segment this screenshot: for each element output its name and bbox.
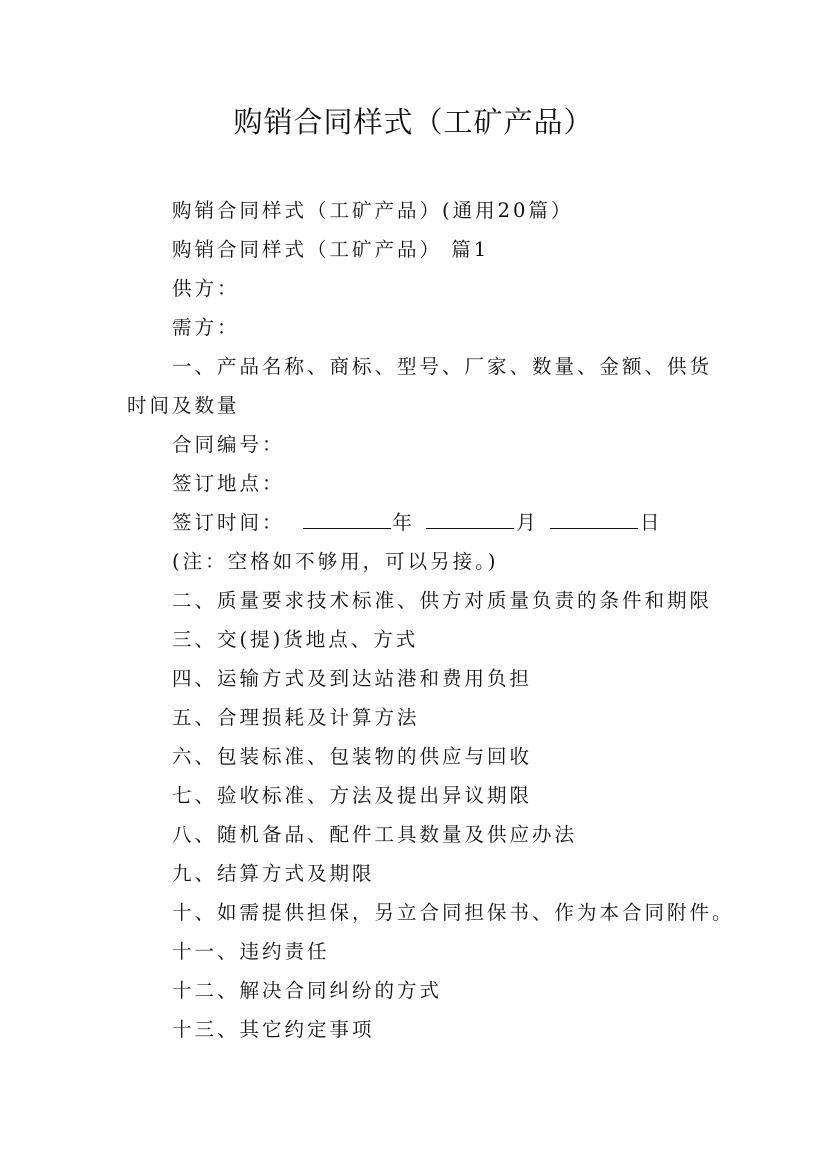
signing-date-label: 签订时间： <box>172 511 285 534</box>
clause-7: 七、验收标准、方法及提出异议期限 <box>172 784 533 807</box>
signing-date-field <box>127 503 711 542</box>
section-heading: 购销合同样式（工矿产品） 篇1 <box>172 238 490 261</box>
day-blank <box>550 506 638 529</box>
buyer-field: 需方： <box>172 316 240 339</box>
contract-number-field: 合同编号： <box>172 433 285 456</box>
note-line: (注：空格如不够用，可以另接。) <box>172 550 499 573</box>
document-body <box>127 191 735 1049</box>
clause-5: 五、合理损耗及计算方法 <box>172 706 420 729</box>
clause-6: 六、包装标准、包装物的供应与回收 <box>172 745 533 768</box>
document-title: 购销合同样式（工矿产品） <box>233 105 594 139</box>
clause-3: 三、交(提)货地点、方式 <box>172 628 419 651</box>
supplier-field: 供方： <box>172 277 240 300</box>
month-blank <box>426 506 514 529</box>
day-label: 日 <box>639 511 663 534</box>
clause-1-line-2: 时间及数量 <box>127 394 240 417</box>
clause-10: 十、如需提供担保，另立合同担保书、作为本合同附件。 <box>172 901 735 924</box>
clause-11: 十一、违约责任 <box>172 940 330 963</box>
clause-12: 十二、解决合同纠纷的方式 <box>172 979 443 1002</box>
year-blank <box>303 506 391 529</box>
clause-4: 四、运输方式及到达站港和费用负担 <box>172 667 533 690</box>
month-label: 月 <box>516 511 539 534</box>
subtitle-line: 购销合同样式（工矿产品）(通用20篇） <box>172 199 574 222</box>
clause-8: 八、随机备品、配件工具数量及供应办法 <box>172 823 578 846</box>
clause-1-line-1: 一、产品名称、商标、型号、厂家、数量、金额、供货 <box>172 355 713 378</box>
clause-2: 二、质量要求技术标准、供方对质量负责的条件和期限 <box>172 589 713 612</box>
year-label: 年 <box>392 511 416 534</box>
clause-13: 十三、其它约定事项 <box>172 1018 375 1041</box>
clause-9: 九、结算方式及期限 <box>172 862 375 885</box>
signing-place-field: 签订地点： <box>172 472 285 495</box>
